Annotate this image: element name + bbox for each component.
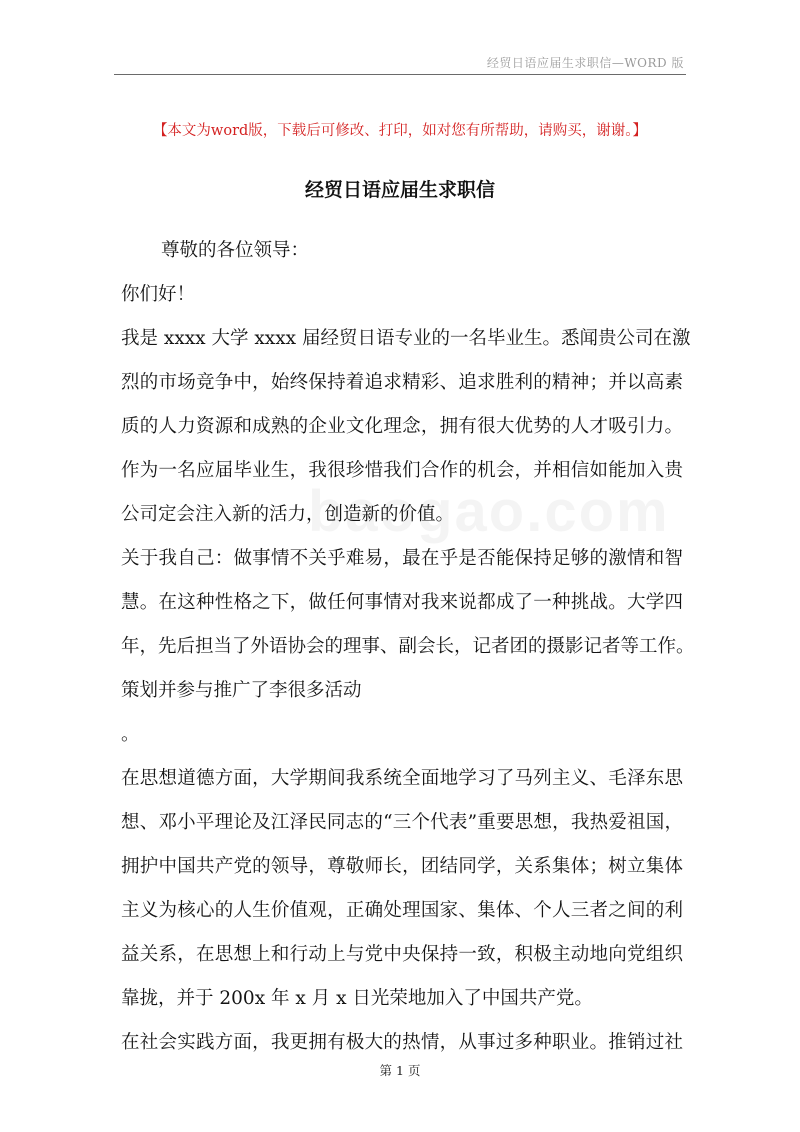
paragraph-line: 拥护中国共产党的领导，尊敬师长，团结同学，关系集体；树立集体: [121, 856, 683, 877]
salutation: 尊敬的各位领导：: [161, 240, 310, 261]
paragraph-line: 作为一名应届毕业生，我很珍惜我们合作的机会，并相信如能加入贵: [121, 460, 683, 481]
paragraph-line: 烈的市场竞争中，始终保持着追求精彩、追求胜利的精神；并以高素: [121, 372, 683, 393]
paragraph-line: 策划并参与推广了李很多活动: [121, 680, 362, 701]
paragraph-line: 靠拢，并于 200x 年 x 月 x 日光荣地加入了中国共产党。: [121, 988, 593, 1009]
greeting: 你们好！: [121, 284, 196, 305]
paragraph-line: 公司定会注入新的活力，创造新的价值。: [121, 504, 455, 525]
paragraph-line: 关于我自己：做事情不关乎难易，最在乎是否能保持足够的激情和智: [121, 548, 683, 569]
paragraph-line: 年，先后担当了外语协会的理事、副会长，记者团的摄影记者等工作。: [121, 636, 695, 657]
paragraph-line: 我是 xxxx 大学 xxxx 届经贸日语专业的一名毕业生。悉闻贵公司在激: [121, 328, 691, 349]
paragraph-line: 主义为核心的人生价值观，正确处理国家、集体、个人三者之间的利: [121, 900, 683, 921]
paragraph-line: 慧。在这种性格之下，做任何事情对我来说都成了一种挑战。大学四: [121, 592, 683, 613]
purchase-notice: 【本文为word版，下载后可修改、打印，如对您有所帮助，请购买，谢谢。】: [152, 123, 648, 139]
paragraph-line: 质的人力资源和成熟的企业文化理念，拥有很大优势的人才吸引力。: [121, 416, 683, 437]
header-divider: [114, 74, 686, 75]
page-number: 第 1 页: [379, 1063, 421, 1078]
paragraph-line: 益关系，在思想上和行动上与党中央保持一致，积极主动地向党组织: [121, 944, 683, 965]
running-header: 经贸日语应届生求职信—WORD 版: [486, 56, 684, 70]
document-title: 经贸日语应届生求职信: [304, 179, 495, 201]
paragraph-line: 在社会实践方面，我更拥有极大的热情，从事过多种职业。推销过社: [121, 1032, 683, 1053]
paragraph-line: 在思想道德方面，大学期间我系统全面地学习了马列主义、毛泽东思: [121, 768, 683, 789]
paragraph-line: 。: [121, 724, 140, 745]
paragraph-line: 想、邓小平理论及江泽民同志的“三个代表”重要思想，我热爱祖国，: [121, 812, 683, 833]
